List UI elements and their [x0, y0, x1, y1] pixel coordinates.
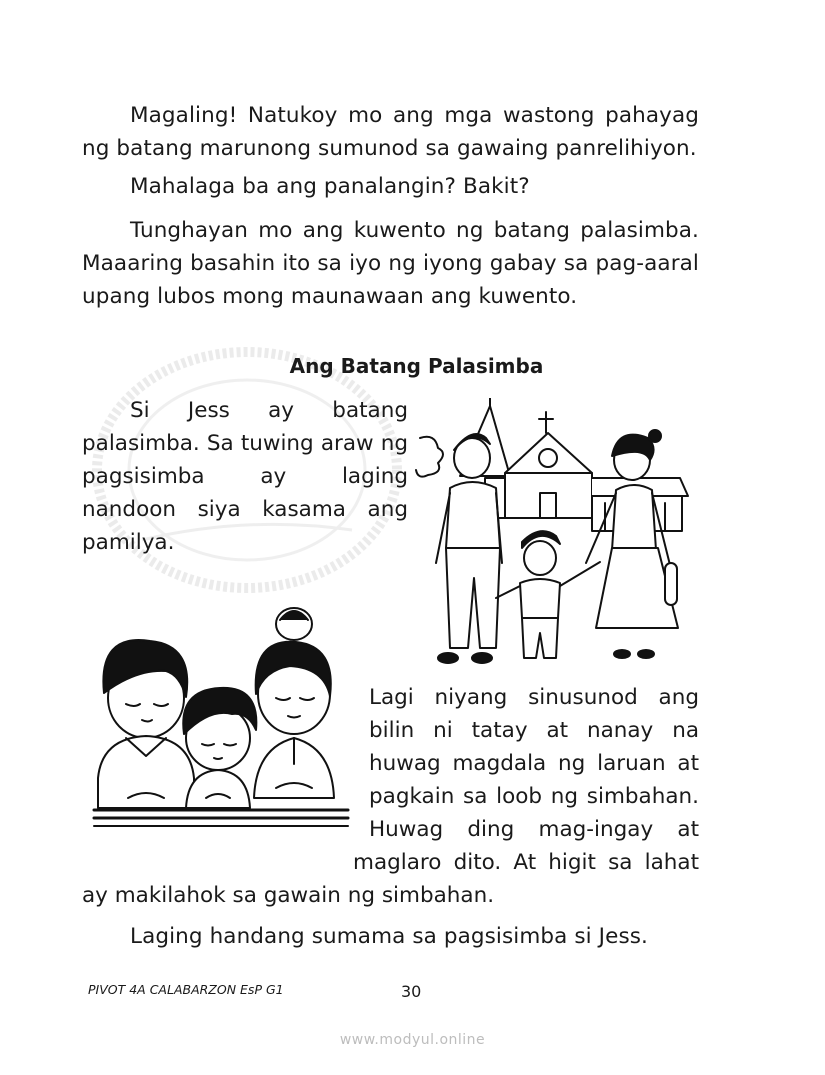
story-title: Ang Batang Palasimba [289, 354, 544, 378]
story-line: maglaro dito. At higit sa lahat [353, 850, 699, 875]
story-line: huwag magdala ng laruan at [369, 751, 699, 776]
watermark: www.modyul.online [339, 1032, 486, 1048]
page-number: 30 [401, 982, 422, 1001]
story-line: Huwag ding mag-ingay at [369, 817, 699, 842]
story-paragraph-2 [82, 681, 699, 912]
story-paragraph-3: Laging handang sumama sa pagsisimba si Jess. [130, 924, 648, 949]
family-walking-to-church-illustration [410, 398, 700, 668]
story-line: bilin ni tatay at nanay na [369, 718, 699, 743]
instruction-paragraph: Tunghayan mo ang kuwento ng batang palasimba. Maaaring basahin ito sa iyo ng iyong gabay sa pag-aaral upang lubos mong maunawaan ang kuwento. [82, 218, 699, 309]
module-label: PIVOT 4A CALABARZON EsP G1 [88, 982, 284, 997]
question-paragraph: Mahalaga ba ang panalangin? Bakit? [130, 174, 530, 199]
intro-paragraph: Magaling! Natukoy mo ang mga wastong pahayag ng batang marunong sumunod sa gawaing panrelihiyon. [82, 103, 699, 161]
story-paragraph-1: Si Jess ay batang palasimba. Sa tuwing araw ng pagsisimba ay laging nandoon siya kasama ang pamilya. [82, 398, 408, 555]
story-line-last: ay makilahok sa gawain ng simbahan. [82, 883, 495, 908]
story-line: Lagi niyang sinusunod ang [369, 685, 699, 710]
story-line: pagkain sa loob ng simbahan. [369, 784, 699, 809]
